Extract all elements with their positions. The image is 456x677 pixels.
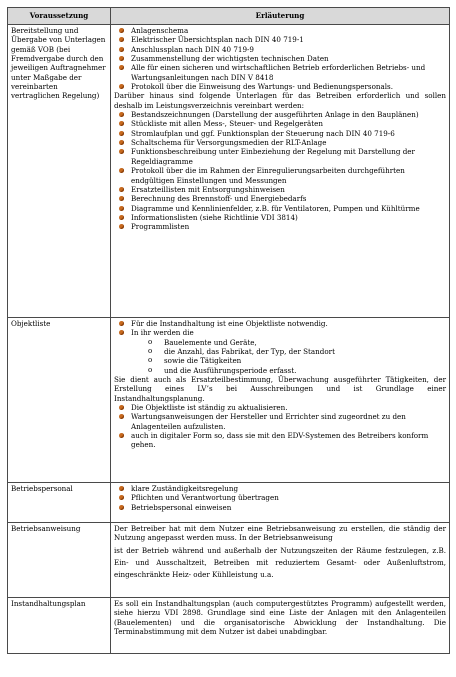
list-item: Zusammenstellung der wichtigsten technischen Daten [114,54,446,63]
list-item: Stromlaufplan und ggf. Funktionsplan der Steuerung nach DIN 40 719-6 [114,129,446,138]
paragraph: Es soll ein Instandhaltungsplan (auch computergestütztes Programm) aufgestellt werden, siehe hierzu VDI 2898. Grundlage sind eine Liste der Anlagen mit den Anlagenteilen (Bauelementen) und die organisatorische Abwicklung der Instandhaltung. Die Terminabstimmung mit dem Nutzer ist dabei unabdingbar. [114,599,446,637]
list-item: o Bauelemente und Geräte, [114,338,446,347]
paragraph: ist der Betrieb während und außerhalb der Nutzungszeiten der Räume festzulegen, z.B. Ein- und Ausschaltzeit, Betreiben mit reduziertem Gesamt- oder Außenluftstrom, eingeschränkte Heiz- oder Kühlleistung u.a. [114,545,446,580]
paragraph: Sie dient auch als Ersatzteilbestimmung, Überwachung ausgeführter Tätigkeiten, der Erstellung eines LV’s bei Ausschreibungen und ist Grundlage einer Instandhaltungsplanung. [114,375,446,403]
list-item: Pflichten und Verantwortung übertragen [114,493,446,502]
bullet-list [114,110,446,231]
list-item: Protokoll über die Einweisung des Wartungs- und Bedienungspersonals. [114,82,446,91]
list-item: Ersatzteillisten mit Entsorgungshinweisen [114,185,446,194]
header-erlaeuterung: Erläuterung [111,8,450,25]
row-label: Instandhaltungsplan [8,598,111,654]
list-item: o und die Ausführungsperiode erfasst. [114,366,446,375]
list-item: Informationslisten (siehe Richtlinie VDI 3814) [114,213,446,222]
row-content [111,318,450,483]
requirements-table [7,7,450,654]
row-label: Betriebsanweisung [8,523,111,598]
paragraph: Der Betreiber hat mit dem Nutzer eine Betriebsanweisung zu erstellen, die ständig der Nutzung angepasst werden muss. In der Betriebsanweisung [114,524,446,543]
list-item: auch in digitaler Form so, dass sie mit den EDV-Systemen des Betreibers konform gehen. [114,431,446,450]
bullet-list [114,484,446,512]
row-label: Bereitstellung und Übergabe von Unterlagen gemäß VOB (bei Fremdvergabe durch den jeweiligen Auftragnehmer unter Maßgabe der vereinbarten vertraglichen Regelung) [8,25,111,318]
list-item: Die Objektliste ist ständig zu aktualisieren. [114,403,446,412]
table-row [8,318,450,483]
list-item: o die Anzahl, das Fabrikat, der Typ, der Standort [114,347,446,356]
header-voraussetzung: Voraussetzung [8,8,111,25]
list-item: Schaltschema für Versorgungsmedien der RLT-Anlage [114,138,446,147]
sub-list [114,338,446,375]
list-item: In ihr werden die [114,328,446,337]
list-item: Wartungsanweisungen der Hersteller und Errichter sind zugeordnet zu den Anlagenteilen aufzulisten. [114,412,446,431]
row-content [111,25,450,318]
list-item: Bestandszeichnungen (Darstellung der ausgeführten Anlage in den Bauplänen) [114,110,446,119]
table-row [8,483,450,523]
bullet-list [114,319,446,338]
list-item: Berechnung des Brennstoff- und Energiebedarfs [114,194,446,203]
list-item: Diagramme und Kennlinienfelder, z.B. für Ventilatoren, Pumpen und Kühltürme [114,204,446,213]
row-label: Betriebspersonal [8,483,111,523]
row-label: Objektliste [8,318,111,483]
list-item: Funktionsbeschreibung unter Einbeziehung der Regelung mit Darstellung der Regeldiagramme [114,147,446,166]
list-item: Anlagenschema [114,26,446,35]
list-item: Anschlussplan nach DIN 40 719-9 [114,45,446,54]
list-item: Elektrischer Übersichtsplan nach DIN 40 719-1 [114,35,446,44]
bullet-list [114,403,446,450]
list-item: Protokoll über die im Rahmen der Einregulierungsarbeiten durchgeführten endgültigen Einstellungen und Messungen [114,166,446,185]
table-row [8,25,450,318]
list-item: Programmlisten [114,222,446,231]
list-item: Für die Instandhaltung ist eine Objektliste notwendig. [114,319,446,328]
row-content [111,598,450,654]
list-item: klare Zuständigkeitsregelung [114,484,446,493]
list-item: Alle für einen sicheren und wirtschaftlichen Betrieb erforderlichen Betriebs- und Wartungsanleitungen nach DIN V 8418 [114,63,446,82]
list-item: Stückliste mit allen Mess-, Steuer- und Regelgeräten [114,119,446,128]
row-content [111,483,450,523]
list-item: o sowie die Tätigkeiten [114,356,446,365]
table-row [8,598,450,654]
row-content [111,523,450,598]
paragraph: Darüber hinaus sind folgende Unterlagen für das Betreiben erforderlich und sollen deshalb im Leistungsverzeichnis vereinbart werden: [114,91,446,110]
table-header-row [8,8,450,25]
bullet-list [114,26,446,91]
table-row [8,523,450,598]
list-item: Betriebspersonal einweisen [114,503,446,512]
document-page [7,7,449,654]
